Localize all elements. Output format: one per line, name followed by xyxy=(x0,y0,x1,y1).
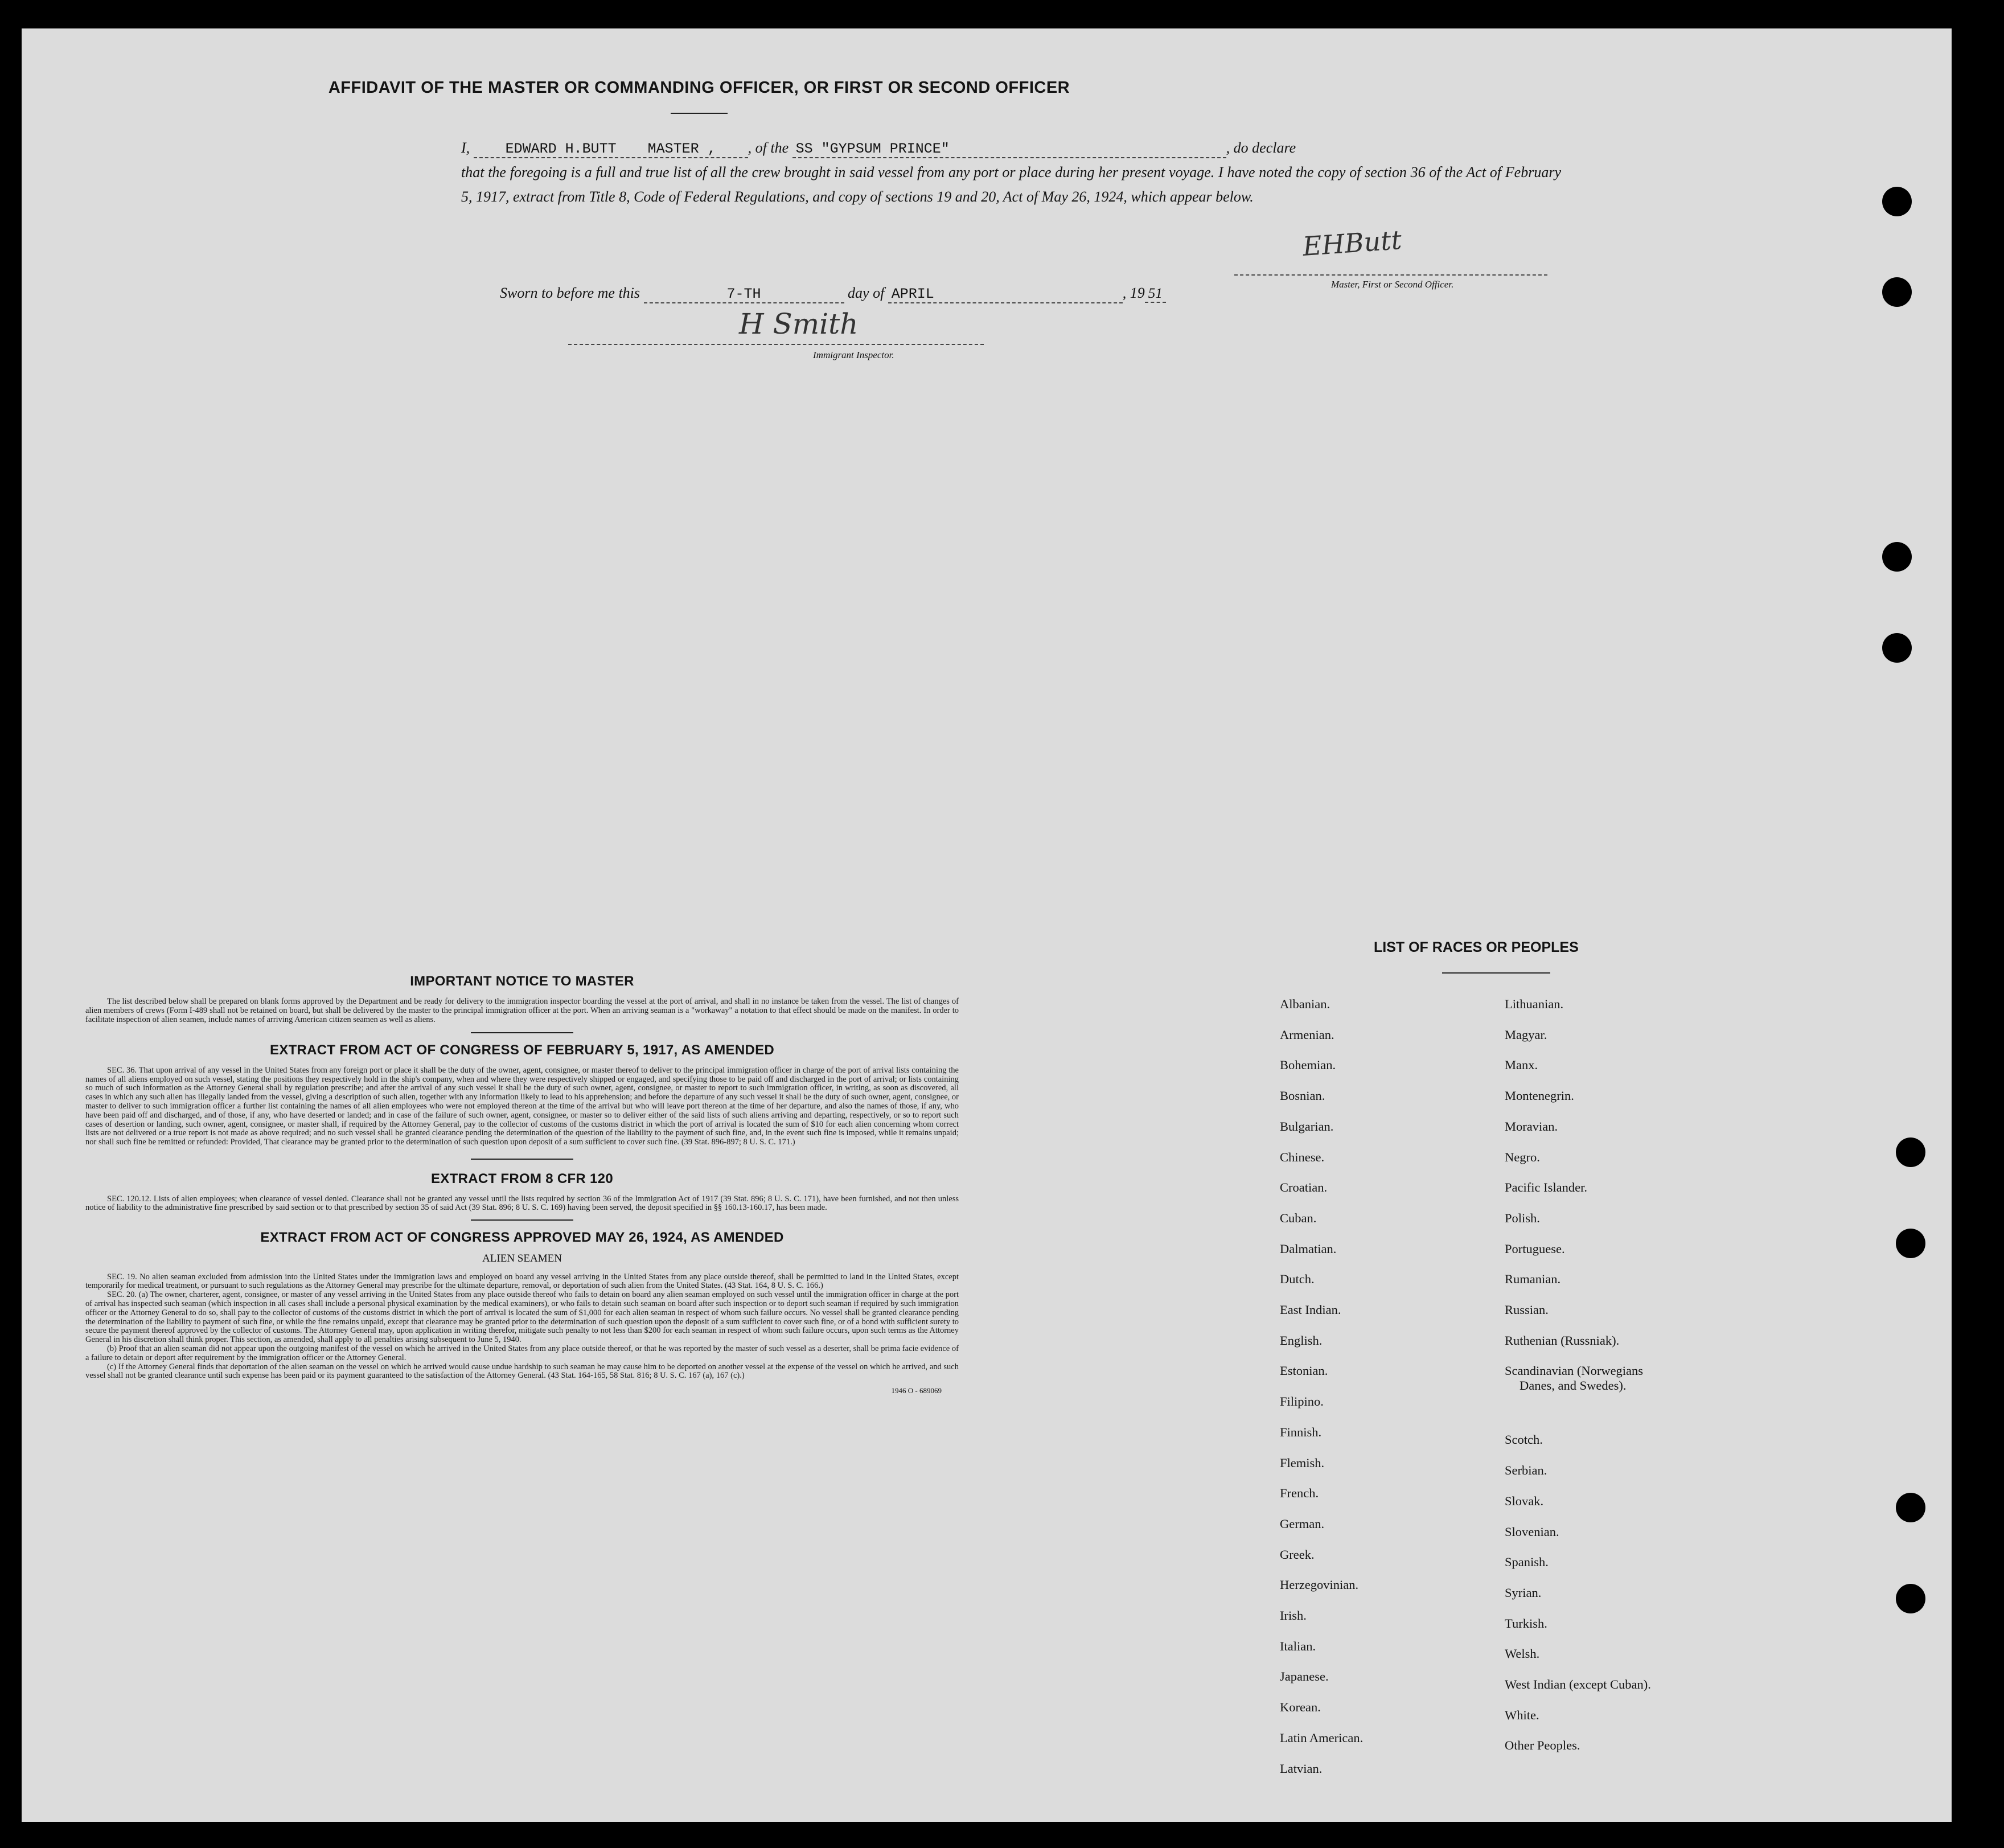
extract-1924-paragraph: (b) Proof that an alien seaman did not appear upon the outgoing manifest of the vessel on which he arrived in the United States from any place outside thereof, or that he was reported by the master of such vessel as a deserter, shall be prima facie evidence of a failure to detain or deport after requirement by the immigration officer or the Attorney General. xyxy=(85,1344,959,1362)
race-item: East Indian. xyxy=(1280,1303,1341,1317)
punch-hole xyxy=(1882,277,1912,307)
race-item: Spanish. xyxy=(1505,1555,1549,1570)
race-item: Ruthenian (Russniak). xyxy=(1505,1333,1620,1348)
race-item: Latvian. xyxy=(1280,1761,1323,1776)
race-item: Greek. xyxy=(1280,1547,1315,1562)
divider xyxy=(471,1032,573,1033)
race-item: Serbian. xyxy=(1505,1463,1547,1478)
race-item: Japanese. xyxy=(1280,1669,1329,1684)
declaration-line xyxy=(461,135,1561,160)
punch-hole xyxy=(1896,1493,1925,1522)
race-item: Irish. xyxy=(1280,1608,1307,1623)
race-item: Pacific Islander. xyxy=(1505,1180,1587,1195)
notice-text xyxy=(85,997,959,1024)
race-item: Scotch. xyxy=(1505,1432,1543,1447)
race-item: Herzegovinian. xyxy=(1280,1578,1359,1592)
master-name: EDWARD H.BUTT xyxy=(505,141,617,157)
punch-hole xyxy=(1896,1137,1925,1167)
of-the-label: , of the xyxy=(748,139,789,156)
notice-title: IMPORTANT NOTICE TO MASTER xyxy=(410,974,634,989)
race-item: Dutch. xyxy=(1280,1272,1315,1287)
title-rule xyxy=(671,113,728,114)
sworn-day: 7-TH xyxy=(644,286,844,303)
day-of-label: day of xyxy=(848,285,885,301)
punch-hole xyxy=(1896,1584,1925,1613)
rank-separator: , xyxy=(707,141,716,157)
extract-1924-paragraph: (c) If the Attorney General finds that deportation of the alien seaman on the vessel on which he arrived would cause undue hardship to such seaman he may cause him to be deported on another vessel at the expense of the vessel on which he arrived, and such vessel shall not be granted clearance until such expense has been paid or its payment guaranteed to the satisfaction of the Attorney General. (43 Stat. 164-165, 58 Stat. 816; 8 U. S. C. 167 (a), 167 (c).) xyxy=(85,1362,959,1381)
race-item: Montenegrin. xyxy=(1505,1089,1574,1103)
race-item: Dalmatian. xyxy=(1280,1241,1337,1256)
race-item: Latin American. xyxy=(1280,1730,1364,1745)
race-item: White. xyxy=(1505,1707,1539,1722)
inspector-caption: Immigrant Inspector. xyxy=(813,350,894,360)
race-item: Welsh. xyxy=(1505,1646,1540,1661)
document-page xyxy=(22,28,1952,1822)
race-item: Other Peoples. xyxy=(1505,1738,1580,1753)
extract-1917-paragraph: SEC. 36. That upon arrival of any vessel in the United States from any foreign port or place it shall be the duty of the owner, agent, consignee, or master thereof to deliver to the principal immigration officer in charge of the port of arrival lists containing the names of all aliens employed on such vessel, stating the positions they respectively hold in the ship's company, when and where they were respectively shipped or engaged, and specifying those to be paid off and discharged in the port of arrival; or lists containing so much of such information as the Attorney General shall by regulation prescribe; and after the arrival of any such vessel it shall be the duty of such owner, agent, consignee, or master to report to such immigration officer, in writing, as soon as discovered, all cases in which any such alien has illegally landed from the vessel, giving a description of such alien, together with any information likely to lead to his apprehension; and before the departure of any such vessel it shall be the duty of such owner, agent, consignee, or master to deliver to such immigration officer a further list containing the names of all alien employees who were not employed thereon at the time of the arrival but who will leave port thereon at the time of her departure, and also the names of those, if any, who have been paid off and discharged, and of those, if any, who have deserted or landed; and in case of the failure of such owner, agent, consignee, or master so to deliver either of the said lists of such aliens arriving and departing, respectively, or so to report such cases of desertion or landing, such owner, agent, consignee, or master shall, if required by the Attorney General, pay to the collector of customs of the customs district in which the port of arrival is located the sum of $10 for each alien concerning whom correct lists are not delivered or a true report is not made as above required; and no such vessel shall be granted clearance pending the determination of the question of the liability to the payment of such fine, and, in the event such fine is imposed, while it remains unpaid; nor shall such fine be remitted or refunded: Provided, That clearance may be granted prior to the determination of such question upon deposit of a sum sufficient to cover such fine. (39 Stat. 896-897; 8 U. S. C. 171.) xyxy=(85,1065,959,1147)
race-item: Manx. xyxy=(1505,1058,1538,1073)
affidavit-title: AFFIDAVIT OF THE MASTER OR COMMANDING OFFICER, OR FIRST OR SECOND OFFICER xyxy=(328,79,1070,97)
sworn-line xyxy=(500,285,1166,303)
race-item: French. xyxy=(1280,1486,1319,1501)
i-label: I, xyxy=(461,139,470,156)
race-item: Cuban. xyxy=(1280,1210,1317,1225)
races-right-list xyxy=(1505,989,1801,1761)
race-item: Slovak. xyxy=(1505,1493,1544,1508)
race-item: Russian. xyxy=(1505,1303,1549,1317)
sworn-month: APRIL xyxy=(888,286,1123,303)
extract-1924-text xyxy=(85,1273,959,1381)
extract-1917-text xyxy=(85,1066,959,1147)
punch-hole xyxy=(1882,187,1912,216)
declaration-body: that the foregoing is a full and true list of all the crew brought in said vessel from any port or place during her present voyage. I have noted the copy of section 36 of the Act of February 5, 1917, extract from Title 8, Code of Federal Regulations, and copy of sections 19 and 20, Act of May 26, 1924, which appear below. xyxy=(461,164,1561,205)
year-prefix: , 19 xyxy=(1122,285,1145,301)
extract-cfr-text xyxy=(85,1195,959,1213)
race-item: West Indian (except Cuban). xyxy=(1505,1677,1651,1692)
race-item: Estonian. xyxy=(1280,1364,1328,1378)
race-item: Filipino. xyxy=(1280,1394,1324,1409)
race-item: Albanian. xyxy=(1280,997,1330,1011)
master-rank: MASTER xyxy=(647,141,699,157)
race-item: Slovenian. xyxy=(1505,1524,1559,1539)
races-left-list xyxy=(1280,989,1496,1784)
race-item: Croatian. xyxy=(1280,1180,1328,1195)
race-item: Italian. xyxy=(1280,1638,1316,1653)
race-item: Turkish. xyxy=(1505,1616,1547,1631)
extract-1924-subtitle: ALIEN SEAMEN xyxy=(482,1252,562,1264)
extract-cfr-paragraph: SEC. 120.12. Lists of alien employees; when clearance of vessel denied. Clearance shall not be granted any vessel until the lists required by section 36 of the Immigration Act of 1917 (39 Stat. 896; 8 U. S. C. 171), have been furnished, and not then unless notice of liability to the administrative fine prescribed by said section or to that prescribed by section 35 of said Act (39 Stat. 896; 8 U. S. C. 169) having been served, the deposit specified in §§ 160.13-160.17, has been made. xyxy=(85,1194,959,1213)
race-item: Scandinavian (Norwegians xyxy=(1505,1364,1644,1378)
do-declare-label: , do declare xyxy=(1226,139,1296,156)
race-item: Korean. xyxy=(1280,1700,1321,1715)
race-item: Rumanian. xyxy=(1505,1272,1561,1287)
race-item: Magyar. xyxy=(1505,1027,1547,1042)
race-item: German. xyxy=(1280,1516,1325,1531)
punch-hole xyxy=(1882,542,1912,572)
master-signature: EHButt xyxy=(1301,224,1403,262)
print-code: 1946 O - 689069 xyxy=(891,1386,942,1395)
declaration-block xyxy=(461,135,1561,209)
sworn-year: 51 xyxy=(1145,286,1166,303)
divider xyxy=(471,1159,573,1160)
master-caption: Master, First or Second Officer. xyxy=(1331,279,1454,290)
race-item: Finnish. xyxy=(1280,1424,1322,1439)
race-item: Bohemian. xyxy=(1280,1058,1336,1073)
master-name-field xyxy=(474,141,748,158)
master-signature-line xyxy=(1234,261,1547,276)
race-item: Polish. xyxy=(1505,1210,1540,1225)
race-item: Moravian. xyxy=(1505,1119,1558,1134)
divider xyxy=(471,1219,573,1221)
race-item: Syrian. xyxy=(1505,1585,1542,1600)
race-item: Bosnian. xyxy=(1280,1089,1325,1103)
race-item: Negro. xyxy=(1505,1149,1540,1164)
legal-column xyxy=(85,974,959,1395)
extract-cfr-title: EXTRACT FROM 8 CFR 120 xyxy=(431,1171,613,1186)
races-title-rule xyxy=(1442,972,1550,974)
sworn-label: Sworn to before me this xyxy=(500,285,640,301)
inspector-signature: H Smith xyxy=(739,307,859,340)
punch-hole xyxy=(1882,633,1912,663)
extract-1924-title: EXTRACT FROM ACT OF CONGRESS APPROVED MAY 26, 1924, AS AMENDED xyxy=(260,1229,784,1245)
notice-paragraph: The list described below shall be prepared on blank forms approved by the Department and be ready for delivery to the immigration inspector boarding the vessel at the port of arrival, and shall in no instance be taken from the vessel. The list of changes of alien members of crews (Form I-489 shall not be retained on board, but shall be delivered by the master to the principal immigration officer at the port. When an arriving seaman is a "workaway" a notation to that effect should be made on the manifest. In order to facilitate inspection of alien seamen, include names of arriving American citizen seamen as well as aliens. xyxy=(85,997,959,1024)
race-item: Portuguese. xyxy=(1505,1241,1565,1256)
vessel-field xyxy=(792,141,1226,158)
race-item: Danes, and Swedes). xyxy=(1520,1378,1627,1393)
race-item: Chinese. xyxy=(1280,1149,1325,1164)
extract-1917-title: EXTRACT FROM ACT OF CONGRESS OF FEBRUARY 5, 1917, AS AMENDED xyxy=(269,1042,775,1058)
races-title: LIST OF RACES OR PEOPLES xyxy=(1374,939,1579,955)
extract-1924-paragraph: SEC. 20. (a) The owner, charterer, agent, consignee, or master of any vessel arriving in the United States from any place outside thereof who fails to detain on board any alien seaman employed on such vessel until the immigration officer in charge at the port of arrival has inspected such seaman (which inspection in all cases shall include a personal physical examination by the medical examiners), or who fails to detain such seaman on board after such inspection or to deport such seaman if required by such immigration officer or the Attorney General to do so, shall pay to the collector of customs of the customs district in which the port of arrival is located the sum of $1,000 for each alien seaman in respect of whom such failure occurs. No vessel shall be granted clearance pending the determination of the liability to payment of such fine, or while the fine remains unpaid, except that clearance may be granted prior to the determination of such question upon the deposit of a sum sufficient to cover such fine, or of a bond with sufficient surety to secure the payment thereof approved by the collector of customs. The Attorney General may, upon application in writing therefor, mitigate such penalty to not less than $200 for each seaman in respect of whom such failure occurs, upon such terms as the Attorney General in his discretion shall think proper. This section, as amended, shall apply to all penalties arising subsequent to June 5, 1940. xyxy=(85,1290,959,1345)
punch-hole xyxy=(1896,1229,1925,1258)
race-item: English. xyxy=(1280,1333,1323,1348)
extract-1924-paragraph: SEC. 19. No alien seaman excluded from admission into the United States under the immigration laws and employed on board any vessel arriving in the United States from any place outside thereof, shall be permitted to land in the United States, except temporarily for medical treatment, or pursuant to such regulations as the Attorney General may prescribe for the ultimate departure, removal, or deportation of such alien from the United States. (43 Stat. 164, 8 U. S. C. 166.) xyxy=(85,1272,959,1291)
race-item: Flemish. xyxy=(1280,1455,1325,1470)
race-item: Bulgarian. xyxy=(1280,1119,1334,1134)
vessel-name: SS "GYPSUM PRINCE" xyxy=(795,141,950,157)
race-item: Armenian. xyxy=(1280,1027,1334,1042)
race-item: Lithuanian. xyxy=(1505,997,1564,1011)
